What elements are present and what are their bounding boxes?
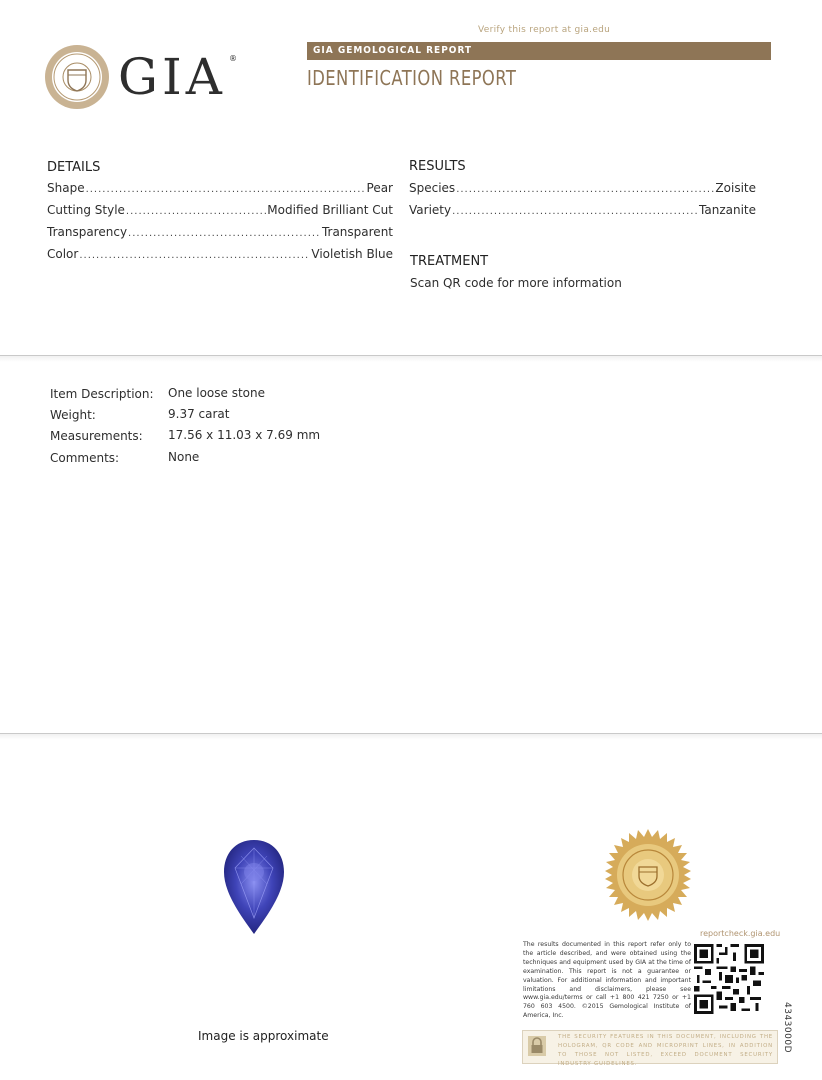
serial-number: 4343000D <box>782 1002 792 1054</box>
details-label: Shape <box>47 181 85 195</box>
gia-seal-icon <box>44 44 110 110</box>
results-value: Tanzanite <box>699 203 756 217</box>
details-row-shape <box>47 181 393 195</box>
measurements-value: 17.56 x 11.03 x 7.69 mm <box>168 428 321 442</box>
dot-leader <box>128 228 321 239</box>
comments-value: None <box>168 450 200 464</box>
details-label: Transparency <box>47 225 128 239</box>
lock-icon <box>528 1036 546 1056</box>
comments-label: Comments: <box>50 451 120 465</box>
disclaimer-text: The results documented in this report refer only to the article described, and were obtained using the techniques and equipment used by GIA at the time of examination. This report is not a guarantee or valuation. For additional information and important limitations and disclaimers, please see www.gia.edu/terms or call +1 800 421 7250 or +1 760 603 4500. ©2015 Gemological Institute of America, Inc. <box>523 941 691 1020</box>
band-label: GIA GEMOLOGICAL REPORT <box>313 45 473 56</box>
item-description-value: One loose stone <box>168 386 266 400</box>
results-label: Species <box>409 181 456 195</box>
results-value: Zoisite <box>715 181 756 195</box>
weight-value: 9.37 carat <box>168 407 230 421</box>
details-row-color <box>47 247 393 261</box>
dot-leader <box>126 206 266 217</box>
results-title: RESULTS <box>409 159 466 174</box>
registered-mark: ® <box>229 54 237 63</box>
gold-hologram-seal-icon <box>602 829 694 921</box>
gia-logo-text: GIA <box>118 48 226 106</box>
details-value: Transparent <box>321 225 393 239</box>
treatment-text: Scan QR code for more information <box>410 276 622 290</box>
details-value: Pear <box>366 181 393 195</box>
details-row-cutting-style <box>47 203 393 217</box>
reportcheck-link[interactable]: reportcheck.gia.edu <box>700 929 781 938</box>
dot-leader <box>79 250 310 261</box>
dot-leader <box>86 184 366 195</box>
image-caption: Image is approximate <box>198 1029 329 1043</box>
results-row-species <box>409 181 756 195</box>
details-row-transparency <box>47 225 393 239</box>
dot-leader <box>456 184 714 195</box>
measurements-label: Measurements: <box>50 429 143 443</box>
details-value: Modified Brilliant Cut <box>267 203 393 217</box>
report-title: IDENTIFICATION REPORT <box>307 66 517 90</box>
dot-leader <box>452 206 698 217</box>
page-fold-shadow <box>0 734 822 740</box>
details-label: Cutting Style <box>47 203 125 217</box>
details-value: Violetish Blue <box>311 247 393 261</box>
gemstone-image <box>223 838 285 936</box>
security-notice-text: THE SECURITY FEATURES IN THIS DOCUMENT, INCLUDING THE HOLOGRAM, QR CODE AND MICROPRINT LINES, IN ADDITION TO THOSE NOT LISTED, EXCEED DOCUMENT SECURITY INDUSTRY GUIDELINES. <box>558 1034 773 1067</box>
results-label: Variety <box>409 203 452 217</box>
weight-label: Weight: <box>50 408 96 422</box>
details-title: DETAILS <box>47 160 101 175</box>
results-row-variety <box>409 203 756 217</box>
qr-code[interactable] <box>694 944 764 1014</box>
treatment-title: TREATMENT <box>410 254 489 269</box>
details-label: Color <box>47 247 79 261</box>
verify-link[interactable]: Verify this report at gia.edu <box>478 25 611 35</box>
page-fold-shadow <box>0 356 822 362</box>
item-description-label: Item Description: <box>50 387 154 401</box>
